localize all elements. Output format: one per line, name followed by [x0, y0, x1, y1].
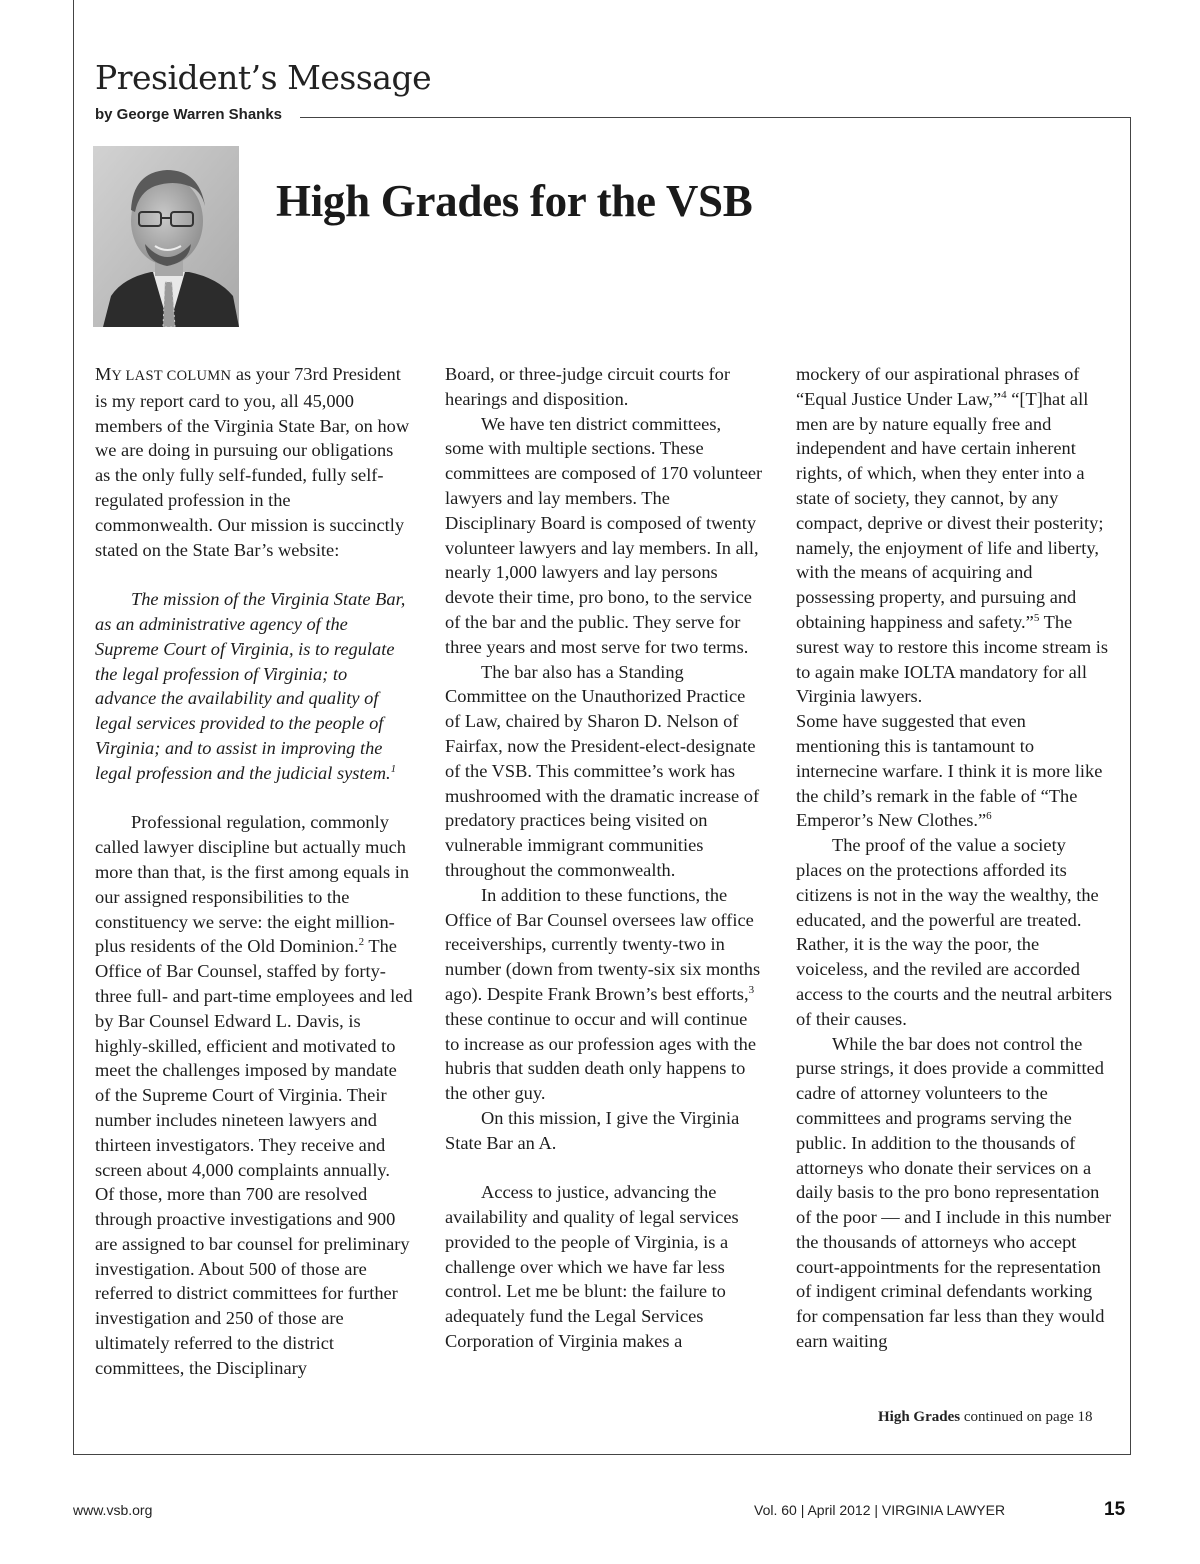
paragraph [95, 810, 413, 1380]
paragraph: While the bar does not control the purse strings, it does provide a committed cadre of attorney volunteers to the committees and programs serving the public. In addition to the thousands of attorneys who donate their services on a daily basis to the pro bono representation of the poor — and I include in this number the thousands of attorneys who accept court-appointments for the representation of indigent criminal defendants working for compensation far less than they would earn waiting [796, 1033, 1112, 1352]
footnote-ref: 3 [748, 983, 755, 996]
byline: by George Warren Shanks [95, 106, 283, 123]
frame-bottom-rule [73, 1454, 1131, 1455]
paragraph-text: these continue to occur and will continue to increase as our profession ages with the hubris that sudden death only happens to the other guy. [445, 1008, 757, 1104]
continued-notice[interactable] [878, 1409, 1093, 1426]
author-portrait-image [93, 146, 239, 327]
paragraph-text: Some have suggested that even mentioning this is tantamount to internecine warfare. I think it is more like the child’s remark in the fable of “The Emperor’s New Clothes.” [796, 711, 1103, 831]
continued-title: High Grades [878, 1409, 961, 1425]
mission-quote-text: The mission of the Virginia State Bar, as an administrative agency of the Supreme Court of Virginia, is to regulate the legal profession of Virginia; to advance the availability and quality of legal services provided to the people of Virginia; and to assist in improving the legal profession and the judicial system. [95, 589, 406, 783]
paragraph: Access to justice, advancing the availability and quality of legal services provided to the people of Virginia, is a challenge over which we have far less control. Let me be blunt: the failure to adequately fund the Legal Services Corporation of Virginia makes a [445, 1182, 739, 1352]
lead-smallcaps: Y LAST COLUMN [111, 368, 232, 384]
section-title: President’s Message [95, 58, 432, 97]
footnote-ref: 4 [1001, 388, 1007, 401]
footnote-ref: 5 [1033, 611, 1040, 624]
paragraph: The bar also has a Standing Committee on the Unauthorized Practice of Law, chaired by Sharon D. Nelson of Fairfax, now the President-elect-designate of the VSB. This committee’s work has mushroomed with the dramatic increase of predatory practices being visited on vulnerable immigrant communities throughout the commonwealth. [445, 661, 760, 880]
article-column-1 [95, 362, 413, 1381]
footer-issue-info: Vol. 60 | April 2012 | VIRGINIA LAWYER [754, 1502, 1006, 1518]
lead-text: as your 73rd President is my report card to you, all 45,000 members of the Virginia State Bar, on how we are doing in pursuing our obligations as the only fully self-funded, fully self-regulated profession in the commonwealth. Our mission is succinctly stated on the State Bar’s website: [95, 364, 410, 560]
footer-website-link[interactable]: www.vsb.org [73, 1502, 153, 1518]
paragraph-text: The Office of Bar Counsel, staffed by forty-three full- and part-time employees and led by Bar Counsel Edward L. Davis, is highly-skilled, efficient and motivated to meet the challenges imposed by mandate of the Supreme Court of Virginia. Their number includes nineteen lawyers and thirteen investigators. They receive and screen about 4,000 complaints annually. Of those, more than 700 are resolved through proactive investigations and 900 are assigned to bar counsel for preliminary investigation. About 500 of those are referred to district committees for further investigation and 250 of those are ultimately referred to the district committees, the Disciplinary [95, 936, 413, 1378]
paragraph: Board, or three-judge circuit courts for hearings and disposition. [445, 364, 730, 409]
author-photo [93, 146, 239, 327]
paragraph: The proof of the value a society places on the protections afforded its citizens is not in the way the wealthy, the educated, and the powerful are treated. Rather, it is the way the poor, the voiceless, and the reviled are accorded access to the courts and the neutral arbiters of their causes. [796, 835, 1113, 1029]
paragraph: We have ten district committees, some with multiple sections. These committees are composed of 170 volunteer lawyers and lay members. The Disciplinary Board is composed of twenty volunteer lawyers and lay members. In all, nearly 1,000 lawyers and lay persons devote their time, pro bono, to the service of the bar and the public. They serve for three years and most serve for two terms. [445, 413, 763, 657]
paragraph [95, 362, 413, 562]
frame-right-rule [1130, 117, 1131, 1455]
paragraph [445, 883, 763, 1106]
paragraph: On this mission, I give the Virginia State Bar an A. [445, 1107, 740, 1153]
footnote-ref: 2 [358, 936, 365, 949]
frame-top-rule [300, 117, 1131, 118]
article-column-3 [796, 362, 1114, 1354]
paragraph-text: mockery of our aspirational phrases of “Equal Justice Under Law,” [796, 364, 1080, 409]
paragraph-text: “[T]hat all men are by nature equally free and independent and have certain inherent rights, of which, when they enter into a state of society, they cannot, by any compact, deprive or divest their posterity; namely, the enjoyment of life and liberty, with the means of acquiring and possessing property, and pursuing and obtaining happiness and safety.” [796, 388, 1104, 632]
paragraph-text: In addition to these functions, the Office of Bar Counsel oversees law office receiverships, currently twenty-two in number (down from twenty-six six months ago). Despite Frank Brown’s best efforts, [445, 884, 761, 1004]
lead-smallcaps-initial: M [95, 364, 112, 384]
frame-left-rule [73, 0, 74, 1455]
paragraph-text: The surest way to restore this income stream is to again make IOLTA mandatory for all Virginia lawyers. [796, 611, 1109, 707]
footnote-ref: 6 [986, 810, 992, 823]
paragraph [796, 362, 1114, 709]
article-column-2 [445, 362, 763, 1354]
continued-text: continued on page 18 [960, 1409, 1093, 1425]
footnote-ref: 1 [390, 762, 397, 775]
mission-quote [95, 587, 413, 785]
article-headline: High Grades for the VSB [276, 176, 753, 226]
paragraph [796, 709, 1114, 833]
page-number: 15 [1104, 1499, 1126, 1520]
paragraph-text: Professional regulation, commonly called lawyer discipline but actually much more than that, is the first among equals in our assigned responsibilities to the constituency we serve: the eight million-plus residents of the Old Dominion. [95, 812, 410, 957]
